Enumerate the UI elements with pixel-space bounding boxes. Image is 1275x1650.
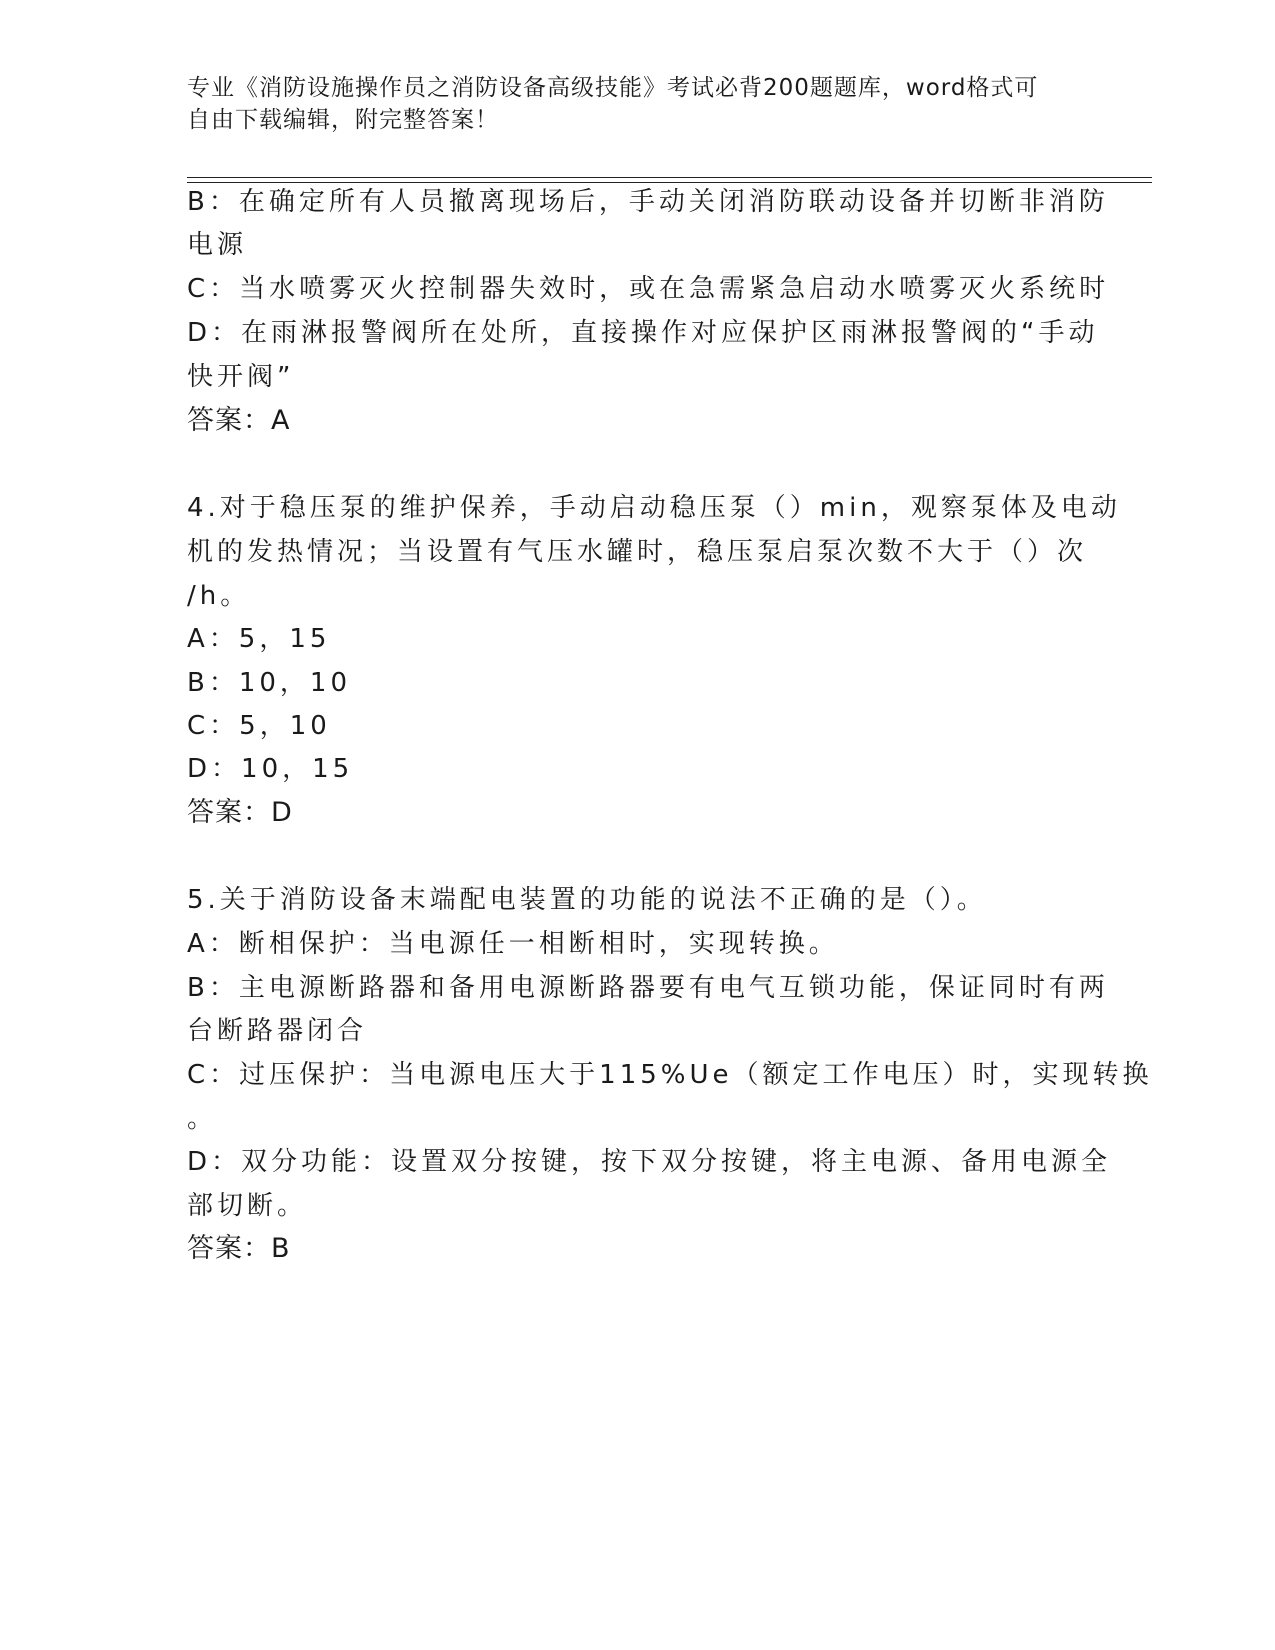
q3-answer: 答案：A — [187, 405, 291, 436]
q5-option-d-line2: 部切断。 — [187, 1191, 308, 1221]
q5-stem: 5.关于消防设备末端配电装置的功能的说法不正确的是（）。 — [187, 885, 987, 915]
q5-option-a: A：断相保护：当电源任一相断相时，实现转换。 — [187, 929, 839, 959]
q3-option-b-line2: 电源 — [187, 230, 248, 260]
q3-option-b-line1: B：在确定所有人员撤离现场后，手动关闭消防联动设备并切断非消防 — [187, 187, 1109, 217]
header-line-1: 专业《消防设施操作员之消防设备高级技能》考试必背200题题库，word格式可 — [187, 75, 1039, 101]
q4-stem-line2: 机的发热情况；当设置有气压水罐时，稳压泵启泵次数不大于（）次 — [187, 537, 1088, 567]
q3-option-d-line2: 快开阀” — [187, 362, 295, 392]
header-divider-top — [187, 177, 1152, 178]
q3-option-d-line1: D：在雨淋报警阀所在处所，直接操作对应保护区雨淋报警阀的“手动 — [187, 318, 1099, 348]
q3-option-c: C：当水喷雾灭火控制器失效时，或在急需紧急启动水喷雾灭火系统时 — [187, 274, 1110, 304]
header-line-2: 自由下载编辑，附完整答案！ — [187, 107, 499, 133]
q4-option-a: A：5，15 — [187, 624, 331, 654]
q5-option-d-line1: D：双分功能：设置双分按键，按下双分按键，将主电源、备用电源全 — [187, 1147, 1112, 1177]
document-header — [187, 72, 1067, 136]
q5-answer: 答案：B — [187, 1233, 291, 1264]
header-divider-bottom — [187, 182, 1152, 183]
q4-option-d: D：10，15 — [187, 754, 354, 784]
q4-option-c: C：5，10 — [187, 711, 331, 741]
q4-answer: 答案：D — [187, 797, 293, 828]
q4-stem-line1: 4.对于稳压泵的维护保养，手动启动稳压泵（）min，观察泵体及电动 — [187, 493, 1121, 523]
q5-option-c-line1: C：过压保护：当电源电压大于115%Ue（额定工作电压）时，实现转换 — [187, 1060, 1153, 1090]
q4-stem-line3: /h。 — [187, 581, 251, 611]
q5-option-b-line1: B：主电源断路器和备用电源断路器要有电气互锁功能，保证同时有两 — [187, 973, 1109, 1003]
q5-option-c-line2: 。 — [187, 1104, 218, 1134]
q4-option-b: B：10，10 — [187, 668, 352, 698]
q5-option-b-line2: 台断路器闭合 — [187, 1016, 368, 1046]
